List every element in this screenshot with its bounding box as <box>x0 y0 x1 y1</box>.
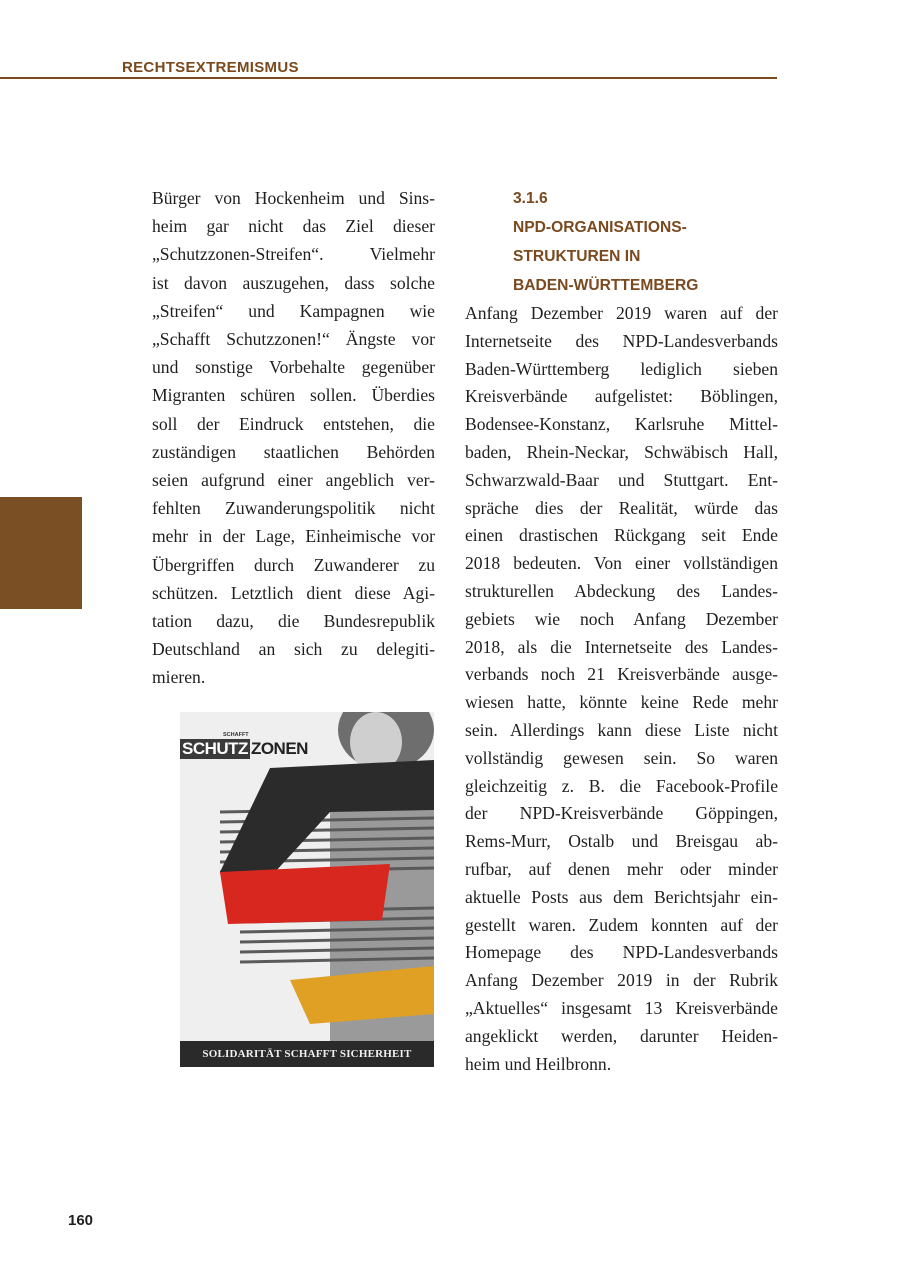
section-heading <box>513 184 778 300</box>
text-line: sein. Allerdings kann diese Liste nicht <box>465 719 778 740</box>
poster-title-part2: ZONEN <box>250 739 308 758</box>
poster-graphic <box>180 712 434 1067</box>
text-line: Kreisverbände aufgelistet: Böblingen, <box>465 386 778 407</box>
poster-small-text: SCHAFFT <box>223 732 249 738</box>
left-column <box>152 184 435 692</box>
right-column <box>465 184 778 1078</box>
section-number: 3.1.6 <box>513 190 548 207</box>
text-line: wiesen hatte, könnte keine Rede mehr <box>465 692 778 713</box>
section-title-line: NPD-ORGANISATIONS- <box>513 219 687 236</box>
text-line: soll der Eindruck entstehen, die <box>152 413 435 434</box>
text-line: fehlten Zuwanderungspolitik nicht <box>152 498 435 519</box>
text-line: „Schafft Schutzzonen!“ Ängste vor <box>152 329 435 350</box>
text-line: heim und Heilbronn. <box>465 1053 612 1074</box>
text-line: rufbar, auf denen mehr oder minder <box>465 858 778 879</box>
text-line: Übergriffen durch Zuwanderer zu <box>152 554 435 575</box>
text-line: Bodensee-Konstanz, Karlsruhe Mittel- <box>465 414 778 435</box>
text-line: verbands noch 21 Kreisverbände ausge- <box>465 664 778 685</box>
text-line: Migranten schüren sollen. Überdies <box>152 385 435 406</box>
text-line: mieren. <box>152 667 206 688</box>
text-line: „Schutzzonen-Streifen“. Vielmehr <box>152 244 435 265</box>
text-line: Homepage des NPD-Landesverbands <box>465 942 778 963</box>
text-line: angeklickt werden, darunter Heiden- <box>465 1025 778 1046</box>
text-line: spräche dies der Realität, würde das <box>465 497 778 518</box>
text-line: tation dazu, die Bundesrepublik <box>152 611 435 632</box>
text-line: mehr in der Lage, Einheimische vor <box>152 526 435 547</box>
text-line: „Streifen“ und Kampagnen wie <box>152 300 435 321</box>
poster-red-band <box>220 864 390 924</box>
page-number: 160 <box>68 1212 94 1229</box>
poster-footer-slogan: SOLIDARITÄT SCHAFFT SICHERHEIT <box>180 1041 434 1067</box>
text-line: zuständigen staatlichen Behörden <box>152 441 435 462</box>
text-line: gebiets wie noch Anfang Dezember <box>465 608 778 629</box>
header-rule <box>0 77 777 79</box>
text-line: Anfang Dezember 2019 in der Rubrik <box>465 970 778 991</box>
text-line: Schwarzwald-Baar und Stuttgart. Ent- <box>465 469 778 490</box>
text-line: heim gar nicht das Ziel dieser <box>152 216 435 237</box>
text-line: 2018 bedeuten. Von einer vollständigen <box>465 553 778 574</box>
text-line: 2018, als die Internetseite des Landes- <box>465 636 778 657</box>
text-line: „Aktuelles“ insgesamt 13 Kreisverbände <box>465 997 778 1018</box>
text-line: seien aufgrund einer angeblich ver- <box>152 470 435 491</box>
poster-title-part1: SCHUTZ <box>182 739 248 758</box>
text-line: und sonstige Vorbehalte gegenüber <box>152 357 435 378</box>
text-line: Baden-Württemberg lediglich sieben <box>465 358 778 379</box>
text-line: Anfang Dezember 2019 waren auf der <box>465 303 778 323</box>
section-body <box>465 300 778 1078</box>
text-line: Internetseite des NPD-Landesverbands <box>465 330 778 351</box>
text-line: ist davon auszugehen, dass solche <box>152 272 435 293</box>
section-title-line: BADEN-WÜRTTEMBERG <box>513 277 699 294</box>
text-line: vollständig gewesen sein. So waren <box>465 747 778 768</box>
left-paragraph <box>152 184 435 692</box>
text-line: gestellt waren. Zudem konnten auf der <box>465 914 778 935</box>
section-title-line: STRUKTUREN IN <box>513 248 641 265</box>
chapter-side-tab <box>0 497 82 609</box>
text-line: gleichzeitig z. B. die Facebook-Profile <box>465 775 778 796</box>
running-title: RECHTSEXTREMISMUS <box>122 59 299 76</box>
schutzzonen-poster-image <box>180 712 434 1067</box>
text-line: Deutschland an sich zu delegiti- <box>152 639 435 660</box>
text-line: Bürger von Hockenheim und Sins- <box>152 188 435 208</box>
text-line: einen drastischen Rückgang seit Ende <box>465 525 778 546</box>
text-line: baden, Rhein-Neckar, Schwäbisch Hall, <box>465 441 778 462</box>
text-line: schützen. Letztlich dient diese Agi- <box>152 582 435 603</box>
text-line: strukturellen Abdeckung des Landes- <box>465 580 778 601</box>
text-line: aktuelle Posts aus dem Berichtsjahr ein- <box>465 886 778 907</box>
text-line: Rems-Murr, Ostalb und Breisgau ab- <box>465 831 778 852</box>
text-line: der NPD-Kreisverbände Göppingen, <box>465 803 778 824</box>
poster-title <box>180 739 308 759</box>
